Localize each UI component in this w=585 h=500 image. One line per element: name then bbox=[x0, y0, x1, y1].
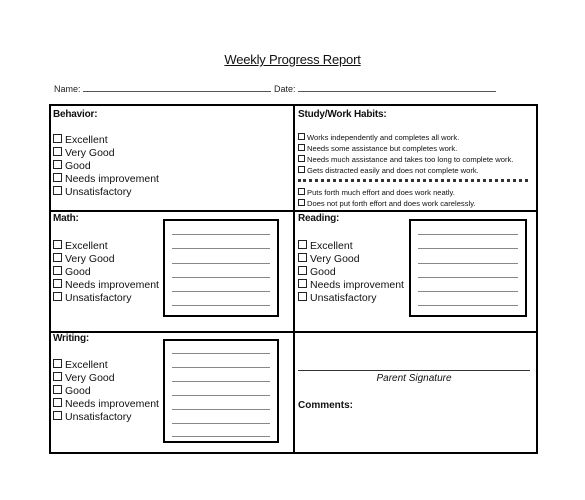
option-label: Good bbox=[65, 385, 91, 397]
ruled-line bbox=[418, 291, 518, 292]
habit-item[interactable] bbox=[298, 143, 513, 154]
checkbox-icon[interactable] bbox=[53, 292, 62, 301]
habit-label: Does not put forth effort and does work carelessly. bbox=[307, 199, 476, 208]
habit-label: Gets distracted easily and does not complete work. bbox=[307, 166, 479, 175]
checkbox-icon[interactable] bbox=[53, 186, 62, 195]
checkbox-icon[interactable] bbox=[53, 147, 62, 156]
option-item[interactable] bbox=[298, 253, 404, 266]
option-label: Excellent bbox=[65, 359, 108, 371]
habit-label: Puts forth much effort and does work neatly. bbox=[307, 188, 455, 197]
page-title: Weekly Progress Report bbox=[224, 52, 361, 67]
checkbox-icon[interactable] bbox=[298, 166, 305, 173]
reading-notes-box[interactable] bbox=[409, 219, 527, 317]
habit-label: Needs some assistance but completes work. bbox=[307, 144, 458, 153]
dotted-divider bbox=[298, 179, 528, 182]
checkbox-icon[interactable] bbox=[53, 411, 62, 420]
behavior-title: Behavior: bbox=[53, 109, 98, 120]
option-item[interactable] bbox=[53, 385, 159, 398]
option-item[interactable] bbox=[53, 292, 159, 305]
checkbox-icon[interactable] bbox=[53, 385, 62, 394]
option-label: Very Good bbox=[65, 372, 115, 384]
option-item[interactable] bbox=[298, 279, 404, 292]
ruled-line bbox=[418, 263, 518, 264]
checkbox-icon[interactable] bbox=[53, 372, 62, 381]
checkbox-icon[interactable] bbox=[53, 266, 62, 275]
checkbox-icon[interactable] bbox=[298, 199, 305, 206]
option-label: Unsatisfactory bbox=[65, 186, 132, 198]
date-label: Date: bbox=[274, 84, 296, 94]
ruled-line bbox=[172, 353, 270, 354]
name-blank[interactable] bbox=[83, 83, 271, 92]
signature-label: Parent Signature bbox=[376, 373, 452, 384]
option-item[interactable] bbox=[53, 160, 159, 173]
checkbox-icon[interactable] bbox=[53, 253, 62, 262]
reading-title: Reading: bbox=[298, 213, 340, 224]
option-label: Excellent bbox=[65, 134, 108, 146]
option-item[interactable] bbox=[53, 411, 159, 424]
checkbox-icon[interactable] bbox=[298, 266, 307, 275]
option-label: Good bbox=[65, 266, 91, 278]
option-item[interactable] bbox=[53, 173, 159, 186]
checkbox-icon[interactable] bbox=[298, 240, 307, 249]
option-item[interactable] bbox=[53, 186, 159, 199]
writing-title: Writing: bbox=[53, 333, 89, 344]
option-label: Needs improvement bbox=[65, 398, 159, 410]
option-item[interactable] bbox=[298, 240, 404, 253]
ruled-line bbox=[172, 248, 270, 249]
habit-item[interactable] bbox=[298, 198, 476, 209]
signature-line[interactable] bbox=[298, 370, 530, 371]
name-field[interactable] bbox=[54, 83, 271, 94]
ruled-line bbox=[172, 277, 270, 278]
ruled-line bbox=[418, 277, 518, 278]
option-item[interactable] bbox=[53, 359, 159, 372]
writing-options bbox=[53, 359, 159, 424]
option-item[interactable] bbox=[53, 147, 159, 160]
checkbox-icon[interactable] bbox=[298, 133, 305, 140]
option-item[interactable] bbox=[53, 266, 159, 279]
ruled-line bbox=[172, 263, 270, 264]
option-label: Excellent bbox=[310, 240, 353, 252]
reading-options bbox=[298, 240, 404, 305]
ruled-line bbox=[172, 395, 270, 396]
math-title: Math: bbox=[53, 213, 79, 224]
checkbox-icon[interactable] bbox=[53, 398, 62, 407]
checkbox-icon[interactable] bbox=[53, 160, 62, 169]
option-label: Needs improvement bbox=[310, 279, 404, 291]
ruled-line bbox=[172, 423, 270, 424]
effort-list bbox=[298, 187, 476, 209]
ruled-line bbox=[172, 305, 270, 306]
checkbox-icon[interactable] bbox=[298, 292, 307, 301]
option-label: Good bbox=[310, 266, 336, 278]
study-habits-list bbox=[298, 132, 513, 176]
habit-label: Works independently and completes all work. bbox=[307, 133, 460, 142]
option-item[interactable] bbox=[53, 253, 159, 266]
study-habits-title: Study/Work Habits: bbox=[298, 109, 387, 120]
habit-item[interactable] bbox=[298, 187, 476, 198]
option-label: Very Good bbox=[65, 147, 115, 159]
checkbox-icon[interactable] bbox=[53, 359, 62, 368]
option-item[interactable] bbox=[298, 292, 404, 305]
option-item[interactable] bbox=[53, 372, 159, 385]
option-label: Unsatisfactory bbox=[65, 411, 132, 423]
option-label: Needs improvement bbox=[65, 173, 159, 185]
name-label: Name: bbox=[54, 84, 81, 94]
column-divider bbox=[293, 106, 295, 452]
option-label: Unsatisfactory bbox=[310, 292, 377, 304]
checkbox-icon[interactable] bbox=[298, 144, 305, 151]
ruled-line bbox=[172, 436, 270, 437]
ruled-line bbox=[172, 409, 270, 410]
habit-item[interactable] bbox=[298, 132, 513, 143]
option-label: Excellent bbox=[65, 240, 108, 252]
habit-item[interactable] bbox=[298, 165, 513, 176]
math-options bbox=[53, 240, 159, 305]
option-item[interactable] bbox=[53, 134, 159, 147]
checkbox-icon[interactable] bbox=[298, 155, 305, 162]
ruled-line bbox=[172, 234, 270, 235]
math-notes-box[interactable] bbox=[163, 219, 279, 317]
habit-label: Needs much assistance and takes too long to complete work. bbox=[307, 155, 514, 164]
ruled-line bbox=[172, 381, 270, 382]
ruled-line bbox=[418, 248, 518, 249]
checkbox-icon[interactable] bbox=[53, 173, 62, 182]
option-label: Unsatisfactory bbox=[65, 292, 132, 304]
option-label: Very Good bbox=[65, 253, 115, 265]
checkbox-icon[interactable] bbox=[53, 134, 62, 143]
ruled-line bbox=[172, 367, 270, 368]
comments-label: Comments: bbox=[298, 400, 354, 411]
option-item[interactable] bbox=[53, 240, 159, 253]
ruled-line bbox=[418, 234, 518, 235]
ruled-line bbox=[418, 305, 518, 306]
option-label: Needs improvement bbox=[65, 279, 159, 291]
habit-item[interactable] bbox=[298, 154, 513, 165]
date-field[interactable] bbox=[274, 83, 496, 94]
option-item[interactable] bbox=[298, 266, 404, 279]
option-label: Very Good bbox=[310, 253, 360, 265]
option-item[interactable] bbox=[53, 279, 159, 292]
behavior-options bbox=[53, 134, 159, 199]
option-item[interactable] bbox=[53, 398, 159, 411]
checkbox-icon[interactable] bbox=[298, 253, 307, 262]
checkbox-icon[interactable] bbox=[53, 279, 62, 288]
checkbox-icon[interactable] bbox=[298, 279, 307, 288]
writing-notes-box[interactable] bbox=[163, 339, 279, 443]
checkbox-icon[interactable] bbox=[53, 240, 62, 249]
ruled-line bbox=[172, 291, 270, 292]
date-blank[interactable] bbox=[298, 83, 496, 92]
option-label: Good bbox=[65, 160, 91, 172]
checkbox-icon[interactable] bbox=[298, 188, 305, 195]
